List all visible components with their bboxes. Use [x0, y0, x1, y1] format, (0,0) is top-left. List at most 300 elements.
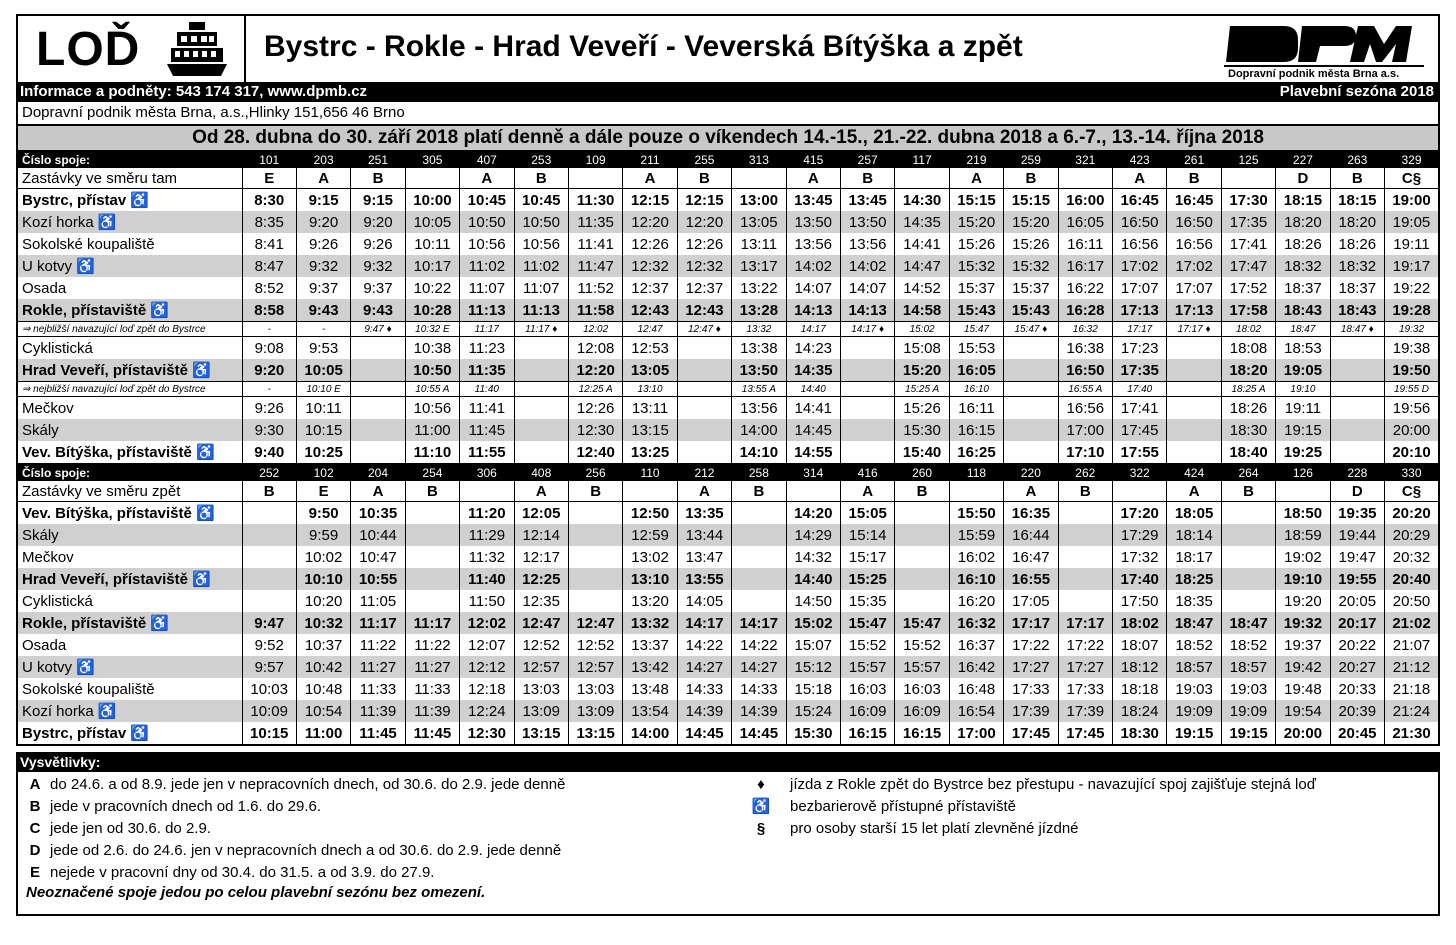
departure-time: 11:58 — [568, 299, 622, 322]
stop-name: U kotvy ♿ — [17, 656, 242, 678]
departure-time: 18:47 — [1221, 612, 1275, 634]
departure-time: 9:26 — [296, 233, 350, 255]
departure-time: 11:05 — [351, 590, 405, 612]
departure-time: 18:20 — [1330, 211, 1384, 233]
departure-time: 13:50 — [786, 211, 840, 233]
departure-time: 21:24 — [1385, 700, 1439, 722]
departure-time: 16:54 — [949, 700, 1003, 722]
departure-time: 11:50 — [460, 590, 514, 612]
departure-time: 11:07 — [514, 277, 568, 299]
departure-time: 14:27 — [677, 656, 731, 678]
departure-time — [1058, 502, 1112, 525]
trip-restriction-code — [732, 168, 786, 189]
departure-time — [732, 590, 786, 612]
departure-time: 16:05 — [1058, 211, 1112, 233]
trip-number: 423 — [1113, 152, 1167, 168]
departure-time: 11:17 — [351, 612, 405, 634]
departure-time — [351, 441, 405, 464]
departure-time: 10:11 — [296, 397, 350, 420]
departure-time: 17:07 — [1113, 277, 1167, 299]
departure-time: 19:09 — [1221, 700, 1275, 722]
departure-time — [677, 337, 731, 360]
departure-time: 20:00 — [1276, 722, 1330, 745]
legend-text: jede od 2.6. do 24.6. jen v nepracovních dnech a od 30.6. do 2.9. jede denně — [50, 842, 562, 859]
departure-time: 13:44 — [677, 524, 731, 546]
connection-time: 15:47 ♦ — [1004, 322, 1058, 337]
departure-time: 8:35 — [242, 211, 296, 233]
departure-time: 14:29 — [786, 524, 840, 546]
departure-time: 13:05 — [732, 211, 786, 233]
connection-time: 10:32 E — [405, 322, 459, 337]
departure-time: 11:35 — [460, 359, 514, 382]
stop-row — [17, 678, 1439, 700]
departure-time: 12:15 — [623, 189, 677, 212]
stop-name: Rokle, přístaviště ♿ — [17, 299, 242, 322]
departure-time: 15:37 — [949, 277, 1003, 299]
trip-restriction-code — [949, 481, 1003, 502]
legend-key: ♿ — [751, 798, 771, 815]
departure-time: 12:05 — [514, 502, 568, 525]
departure-time: 19:22 — [1385, 277, 1439, 299]
departure-time: 21:18 — [1385, 678, 1439, 700]
departure-time: 17:07 — [1167, 277, 1221, 299]
departure-time — [351, 397, 405, 420]
company-address: Dopravní podnik města Brna, a.s.,Hlinky 151,656 46 Brno — [16, 102, 1440, 124]
departure-time: 16:38 — [1058, 337, 1112, 360]
departure-time — [895, 502, 949, 525]
legend-key: § — [756, 820, 766, 837]
trip-restriction-code: E — [296, 481, 350, 502]
departure-time: 13:48 — [623, 678, 677, 700]
departure-time: 10:37 — [296, 634, 350, 656]
connection-time: 9:47 ♦ — [351, 322, 405, 337]
connection-time: 12:47 ♦ — [677, 322, 731, 337]
departure-time: 9:26 — [242, 397, 296, 420]
connection-time: 13:10 — [623, 382, 677, 397]
departure-time — [1004, 337, 1058, 360]
departure-time: 10:32 — [296, 612, 350, 634]
departure-time: 20:40 — [1385, 568, 1439, 590]
trip-number: 314 — [786, 465, 840, 481]
departure-time: 18:25 — [1167, 568, 1221, 590]
departure-time: 9:30 — [242, 419, 296, 441]
connection-time: 17:17 ♦ — [1167, 322, 1221, 337]
departure-time: 12:12 — [460, 656, 514, 678]
departure-time — [677, 441, 731, 464]
departure-time: 12:08 — [568, 337, 622, 360]
departure-time — [568, 590, 622, 612]
departure-time: 12:50 — [623, 502, 677, 525]
departure-time: 14:45 — [786, 419, 840, 441]
departure-time: 10:55 — [351, 568, 405, 590]
stop-name: Cyklistická — [17, 590, 242, 612]
connection-time: 14:17 — [786, 322, 840, 337]
departure-time: 15:08 — [895, 337, 949, 360]
stop-name: Rokle, přístaviště ♿ — [17, 612, 242, 634]
departure-time — [351, 419, 405, 441]
dpmb-logo — [1224, 20, 1426, 80]
departure-time — [1221, 590, 1275, 612]
departure-time: 16:32 — [949, 612, 1003, 634]
connection-time: 19:10 — [1276, 382, 1330, 397]
departure-time: 19:15 — [1167, 722, 1221, 745]
departure-time — [568, 502, 622, 525]
departure-time: 15:43 — [1004, 299, 1058, 322]
trip-number: 109 — [568, 152, 622, 168]
stop-name: Skály — [17, 419, 242, 441]
departure-time: 16:17 — [1058, 255, 1112, 277]
departure-time: 11:41 — [568, 233, 622, 255]
trip-restriction-code: B — [242, 481, 296, 502]
outbound-timetable — [16, 152, 1440, 465]
departure-time — [1330, 397, 1384, 420]
departure-time: 17:02 — [1113, 255, 1167, 277]
trip-restriction-code — [623, 481, 677, 502]
departure-time: 15:43 — [949, 299, 1003, 322]
departure-time: 14:13 — [786, 299, 840, 322]
departure-time: 16:11 — [949, 397, 1003, 420]
departure-time: 11:45 — [405, 722, 459, 745]
departure-time: 12:30 — [568, 419, 622, 441]
departure-time: 20:10 — [1385, 441, 1439, 464]
departure-time: 13:22 — [732, 277, 786, 299]
departure-time — [1167, 441, 1221, 464]
departure-time — [1330, 359, 1384, 382]
departure-time: 11:35 — [568, 211, 622, 233]
departure-time: 18:18 — [1113, 678, 1167, 700]
departure-time: 18:30 — [1221, 419, 1275, 441]
departure-time: 20:27 — [1330, 656, 1384, 678]
departure-time: 10:50 — [514, 211, 568, 233]
departure-time — [514, 397, 568, 420]
departure-time: 11:00 — [405, 419, 459, 441]
departure-time: 19:11 — [1276, 397, 1330, 420]
trip-code-row — [17, 481, 1439, 502]
departure-time: 12:57 — [568, 656, 622, 678]
departure-time: 9:20 — [296, 211, 350, 233]
departure-time: 17:30 — [1221, 189, 1275, 212]
departure-time: 12:25 — [514, 568, 568, 590]
departure-time — [351, 359, 405, 382]
connection-note-row — [17, 382, 1439, 397]
departure-time: 11:52 — [568, 277, 622, 299]
departure-time: 11:30 — [568, 189, 622, 212]
departure-time — [242, 590, 296, 612]
stop-name: Bystrc, přístav ♿ — [17, 722, 242, 745]
legend-text: pro osoby starší 15 let platí zlevněné jízdné — [790, 820, 1079, 837]
departure-time: 17:55 — [1113, 441, 1167, 464]
season-label: Plavební sezóna 2018 — [1279, 83, 1434, 100]
departure-time: 13:11 — [732, 233, 786, 255]
stop-row — [17, 568, 1439, 590]
trip-number: 263 — [1330, 152, 1384, 168]
departure-time: 11:33 — [405, 678, 459, 700]
departure-time — [677, 419, 731, 441]
departure-time — [1058, 546, 1112, 568]
departure-time: 11:27 — [351, 656, 405, 678]
header — [16, 14, 1440, 82]
departure-time — [514, 441, 568, 464]
departure-time — [1004, 359, 1058, 382]
departure-time: 18:43 — [1276, 299, 1330, 322]
departure-time: 18:52 — [1221, 634, 1275, 656]
departure-time: 18:47 — [1167, 612, 1221, 634]
departure-time: 17:35 — [1113, 359, 1167, 382]
departure-time: 19:55 — [1330, 568, 1384, 590]
trip-number: 227 — [1276, 152, 1330, 168]
departure-time: 11:29 — [460, 524, 514, 546]
departure-time: 15:26 — [895, 397, 949, 420]
departure-time — [840, 337, 894, 360]
stop-row — [17, 299, 1439, 322]
departure-time: 15:14 — [840, 524, 894, 546]
departure-time: 18:08 — [1221, 337, 1275, 360]
trip-number: 256 — [568, 465, 622, 481]
departure-time: 14:30 — [895, 189, 949, 212]
stop-row — [17, 441, 1439, 464]
departure-time: 17:40 — [1113, 568, 1167, 590]
departure-time: 13:20 — [623, 590, 677, 612]
trip-number: 407 — [460, 152, 514, 168]
validity-banner: Od 28. dubna do 30. září 2018 platí denně a dále pouze o víkendech 14.-15., 21.-22. dubna 2018 a 6.-7., 13.-14. října 2018 — [16, 124, 1440, 152]
departure-time: 17:33 — [1004, 678, 1058, 700]
departure-time: 13:38 — [732, 337, 786, 360]
departure-time: 9:37 — [296, 277, 350, 299]
trip-number: 118 — [949, 465, 1003, 481]
departure-time: 14:17 — [677, 612, 731, 634]
legend-key: D — [29, 842, 41, 859]
connection-time: 14:17 ♦ — [840, 322, 894, 337]
departure-time: 16:56 — [1113, 233, 1167, 255]
departure-time: 10:50 — [405, 359, 459, 382]
trip-number-label: Číslo spoje: — [17, 465, 242, 481]
connection-time: 19:32 — [1385, 322, 1439, 337]
trip-number: 101 — [242, 152, 296, 168]
departure-time: 17:33 — [1058, 678, 1112, 700]
departure-time: 12:07 — [460, 634, 514, 656]
departure-time: 9:32 — [351, 255, 405, 277]
departure-time: 13:10 — [623, 568, 677, 590]
departure-time: 9:53 — [296, 337, 350, 360]
departure-time: 11:39 — [405, 700, 459, 722]
departure-time: 16:03 — [840, 678, 894, 700]
connection-time: 17:17 — [1113, 322, 1167, 337]
trip-number: 322 — [1113, 465, 1167, 481]
legend-footnote: Neoznačené spoje jedou po celou plavební sezónu bez omezení. — [26, 884, 486, 901]
trip-restriction-code: A — [840, 481, 894, 502]
departure-time: 13:56 — [786, 233, 840, 255]
departure-time: 13:35 — [677, 502, 731, 525]
departure-time: 8:58 — [242, 299, 296, 322]
departure-time: 11:39 — [351, 700, 405, 722]
departure-time: 15:52 — [895, 634, 949, 656]
trip-restriction-code: D — [1276, 168, 1330, 189]
trip-number: 255 — [677, 152, 731, 168]
departure-time: 12:14 — [514, 524, 568, 546]
departure-time: 14:00 — [732, 419, 786, 441]
stop-name: Osada — [17, 277, 242, 299]
departure-time — [1330, 441, 1384, 464]
connection-time: 17:40 — [1113, 382, 1167, 397]
legend-key: A — [29, 776, 41, 793]
trip-number: 416 — [840, 465, 894, 481]
departure-time: 14:00 — [623, 722, 677, 745]
departure-time: 19:15 — [1276, 419, 1330, 441]
vessel-label: LOĎ — [36, 23, 141, 76]
departure-time — [840, 441, 894, 464]
trip-restriction-code — [1276, 481, 1330, 502]
departure-time: 10:35 — [351, 502, 405, 525]
trip-number: 251 — [351, 152, 405, 168]
departure-time: 10:15 — [242, 722, 296, 745]
trip-number: 260 — [895, 465, 949, 481]
connection-time: 18:47 — [1276, 322, 1330, 337]
departure-time: 9:59 — [296, 524, 350, 546]
departure-time — [732, 568, 786, 590]
departure-time: 18:15 — [1330, 189, 1384, 212]
departure-time: 16:50 — [1058, 359, 1112, 382]
departure-time: 13:00 — [732, 189, 786, 212]
departure-time: 19:00 — [1385, 189, 1439, 212]
departure-time: 11:22 — [405, 634, 459, 656]
departure-time — [895, 590, 949, 612]
departure-time: 13:37 — [623, 634, 677, 656]
trip-number: 253 — [514, 152, 568, 168]
trip-restriction-code: A — [1113, 168, 1167, 189]
departure-time: 17:32 — [1113, 546, 1167, 568]
departure-time: 17:13 — [1167, 299, 1221, 322]
connection-time: 11:17 ♦ — [514, 322, 568, 337]
departure-time: 17:39 — [1058, 700, 1112, 722]
trip-number: 219 — [949, 152, 1003, 168]
legend-title: Vysvětlivky: — [16, 752, 1440, 772]
trip-restriction-code: A — [460, 168, 514, 189]
departure-time: 15:40 — [895, 441, 949, 464]
departure-time: 17:20 — [1113, 502, 1167, 525]
departure-time: 16:48 — [949, 678, 1003, 700]
departure-time: 18:50 — [1276, 502, 1330, 525]
departure-time: 21:07 — [1385, 634, 1439, 656]
trip-restriction-code: B — [840, 168, 894, 189]
departure-time — [895, 568, 949, 590]
connection-time: 19:55 D — [1385, 382, 1439, 397]
trip-restriction-code: A — [514, 481, 568, 502]
departure-time: 16:22 — [1058, 277, 1112, 299]
departure-time: 21:12 — [1385, 656, 1439, 678]
connection-time: - — [242, 382, 296, 397]
departure-time: 15:24 — [786, 700, 840, 722]
departure-time: 18:20 — [1221, 359, 1275, 382]
legend-item — [24, 862, 434, 884]
departure-time: 19:03 — [1167, 678, 1221, 700]
trip-restriction-code — [460, 481, 514, 502]
connection-time — [351, 382, 405, 397]
departure-time: 11:07 — [460, 277, 514, 299]
stop-name: Bystrc, přístav ♿ — [17, 189, 242, 212]
stop-name: Vev. Bítýška, přístaviště ♿ — [17, 441, 242, 464]
departure-time: 19:20 — [1276, 590, 1330, 612]
departure-time: 17:47 — [1221, 255, 1275, 277]
departure-time: 18:05 — [1167, 502, 1221, 525]
departure-time: 19:09 — [1167, 700, 1221, 722]
departure-time — [1058, 524, 1112, 546]
departure-time — [732, 524, 786, 546]
departure-time: 20:45 — [1330, 722, 1384, 745]
departure-time: 15:57 — [840, 656, 894, 678]
departure-time — [242, 568, 296, 590]
connection-note-row — [17, 322, 1439, 337]
departure-time: 14:35 — [786, 359, 840, 382]
departure-time: 20:20 — [1385, 502, 1439, 525]
connection-time — [1004, 382, 1058, 397]
departure-time: 13:45 — [786, 189, 840, 212]
departure-time: 19:35 — [1330, 502, 1384, 525]
departure-time: 15:12 — [786, 656, 840, 678]
connection-time: 11:40 — [460, 382, 514, 397]
departure-time: 14:45 — [732, 722, 786, 745]
departure-time — [677, 397, 731, 420]
legend-text: jede v pracovních dnech od 1.6. do 29.6. — [50, 798, 322, 815]
stop-name: Vev. Bítýška, přístaviště ♿ — [17, 502, 242, 525]
legend-text: jízda z Rokle zpět do Bystrce bez přestupu - navazující spoj zajišťuje stejná loď — [790, 776, 1316, 793]
departure-time: 17:45 — [1004, 722, 1058, 745]
trip-restriction-code: B — [1004, 168, 1058, 189]
legend-text: do 24.6. a od 8.9. jede jen v nepracovních dnech, od 30.6. do 2.9. jede denně — [50, 776, 566, 793]
departure-time: 13:15 — [514, 722, 568, 745]
departure-time — [568, 568, 622, 590]
departure-time — [405, 546, 459, 568]
trip-number: 254 — [405, 465, 459, 481]
departure-time — [405, 590, 459, 612]
departure-time: 19:11 — [1385, 233, 1439, 255]
departure-time: 17:05 — [1004, 590, 1058, 612]
vessel-box — [18, 16, 246, 82]
trip-restriction-code — [786, 481, 840, 502]
departure-time — [1221, 546, 1275, 568]
legend-key: C — [29, 820, 41, 837]
departure-time — [405, 502, 459, 525]
departure-time: 19:47 — [1330, 546, 1384, 568]
stop-name: Kozí horka ♿ — [17, 700, 242, 722]
departure-time: 15:30 — [895, 419, 949, 441]
departure-time: 12:52 — [514, 634, 568, 656]
departure-time: 9:47 — [242, 612, 296, 634]
departure-time: 17:10 — [1058, 441, 1112, 464]
departure-time: 11:20 — [460, 502, 514, 525]
departure-time: 18:35 — [1167, 590, 1221, 612]
departure-time: 16:56 — [1167, 233, 1221, 255]
departure-time: 18:14 — [1167, 524, 1221, 546]
departure-time: 15:53 — [949, 337, 1003, 360]
trip-restriction-code: D — [1330, 481, 1384, 502]
trip-restriction-code — [1221, 168, 1275, 189]
departure-time: 16:03 — [895, 678, 949, 700]
departure-time: 13:17 — [732, 255, 786, 277]
departure-time — [1167, 337, 1221, 360]
departure-time: 11:22 — [351, 634, 405, 656]
departure-time: 10:45 — [514, 189, 568, 212]
departure-time: 10:11 — [405, 233, 459, 255]
departure-time: 16:56 — [1058, 397, 1112, 420]
departure-time: 14:52 — [895, 277, 949, 299]
departure-time: 18:12 — [1113, 656, 1167, 678]
departure-time — [732, 502, 786, 525]
trip-restriction-code: A — [949, 168, 1003, 189]
departure-time: 10:09 — [242, 700, 296, 722]
trip-number: 203 — [296, 152, 350, 168]
stop-row — [17, 612, 1439, 634]
stop-row — [17, 546, 1439, 568]
